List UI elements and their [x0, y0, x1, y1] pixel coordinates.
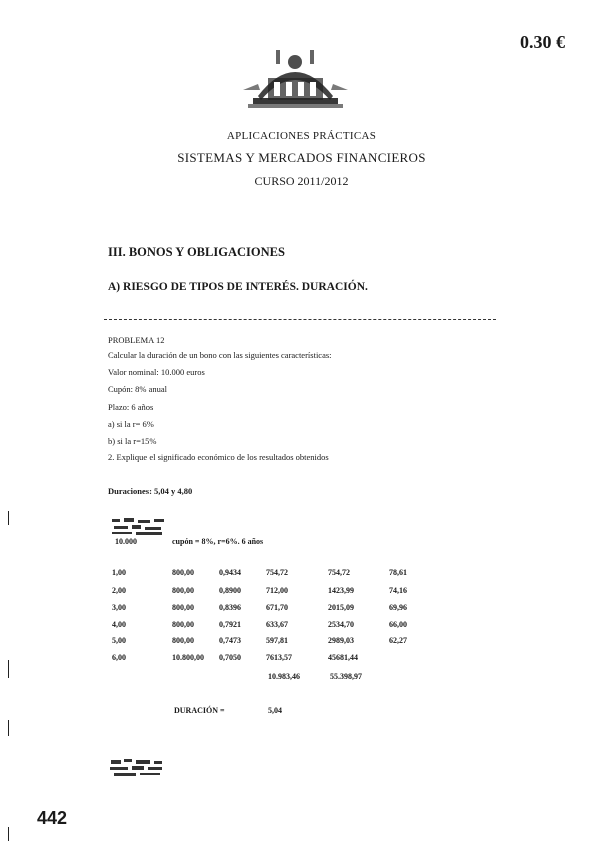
table-cell: 2,00 [112, 586, 126, 595]
problem-line: Cupón: 8% anual [108, 384, 168, 394]
table-cell: 800,00 [172, 568, 194, 577]
problem-line: a) si la r= 6% [108, 419, 154, 429]
scan-mark [8, 720, 9, 736]
table-cell: 597,81 [266, 636, 288, 645]
table-cell: 69,96 [389, 603, 407, 612]
table-cell: 1,00 [112, 568, 126, 577]
table-cell: 0,8396 [219, 603, 241, 612]
page-number: 442 [37, 808, 68, 828]
table-cell: 3,00 [112, 603, 126, 612]
duration-label: DURACIÓN = [174, 706, 225, 715]
scan-mark [8, 660, 9, 678]
table-cell: 712,00 [266, 586, 288, 595]
problem-line: 2. Explique el significado económico de los resultados obtenidos [108, 452, 329, 462]
table-cell: 2534,70 [328, 620, 354, 629]
table-cell: 0,7473 [219, 636, 241, 645]
problem-line: Plazo: 6 años [108, 402, 154, 412]
university-crest-icon [238, 38, 353, 116]
table-cell: 800,00 [172, 586, 194, 595]
subsection-title: A) RIESGO DE TIPOS DE INTERÉS. DURACIÓN. [108, 281, 368, 293]
table-cell: 754,72 [266, 568, 288, 577]
table-cell: 633,67 [266, 620, 288, 629]
table-cell: 671,70 [266, 603, 288, 612]
divider [104, 319, 496, 320]
duration-value: 5,04 [268, 706, 282, 715]
table-cell: 0,7921 [219, 620, 241, 629]
ink-stamp-icon [110, 516, 168, 538]
table-cell: 0,7050 [219, 653, 241, 662]
table-cell: 0,8900 [219, 586, 241, 595]
table-cell: 74,16 [389, 586, 407, 595]
problem-title: PROBLEMA 12 [108, 335, 165, 345]
table-cell: 5,00 [112, 636, 126, 645]
table-cell: 66,00 [389, 620, 407, 629]
table-cell: 10.800,00 [172, 653, 204, 662]
header-line-3: CURSO 2011/2012 [254, 174, 349, 188]
table-cell: 2989,03 [328, 636, 354, 645]
problem-line: b) si la r=15% [108, 436, 157, 446]
ink-stamp-icon [108, 757, 166, 779]
durations-answer: Duraciones: 5,04 y 4,80 [108, 486, 193, 496]
total-weighted-value: 55.398,97 [330, 672, 362, 681]
section-title: III. BONOS Y OBLIGACIONES [108, 245, 285, 259]
table-cell: 754,72 [328, 568, 350, 577]
table-cell: 45681,44 [328, 653, 358, 662]
header-line-2: SISTEMAS Y MERCADOS FINANCIEROS [177, 150, 426, 165]
table-cell: 62,27 [389, 636, 407, 645]
price-label: 0.30 € [520, 32, 565, 52]
problem-line: Valor nominal: 10.000 euros [108, 367, 205, 377]
table-cell: 0,9434 [219, 568, 241, 577]
table-cell: 7613,57 [266, 653, 292, 662]
nominal-value: 10.000 [115, 537, 137, 546]
header-line-1: APLICACIONES PRÁCTICAS [226, 130, 377, 142]
total-present-value: 10.983,46 [268, 672, 300, 681]
table-cell: 6,00 [112, 653, 126, 662]
table-cell: 1423,99 [328, 586, 354, 595]
table-params: cupón = 8%, r=6%. 6 años [172, 537, 264, 546]
table-cell: 800,00 [172, 636, 194, 645]
scan-mark [8, 827, 9, 841]
table-cell: 800,00 [172, 603, 194, 612]
table-cell: 78,61 [389, 568, 407, 577]
table-cell: 4,00 [112, 620, 126, 629]
table-cell: 2015,09 [328, 603, 354, 612]
problem-line: Calcular la duración de un bono con las siguientes características: [108, 350, 332, 360]
table-cell: 800,00 [172, 620, 194, 629]
scan-mark [8, 511, 9, 525]
